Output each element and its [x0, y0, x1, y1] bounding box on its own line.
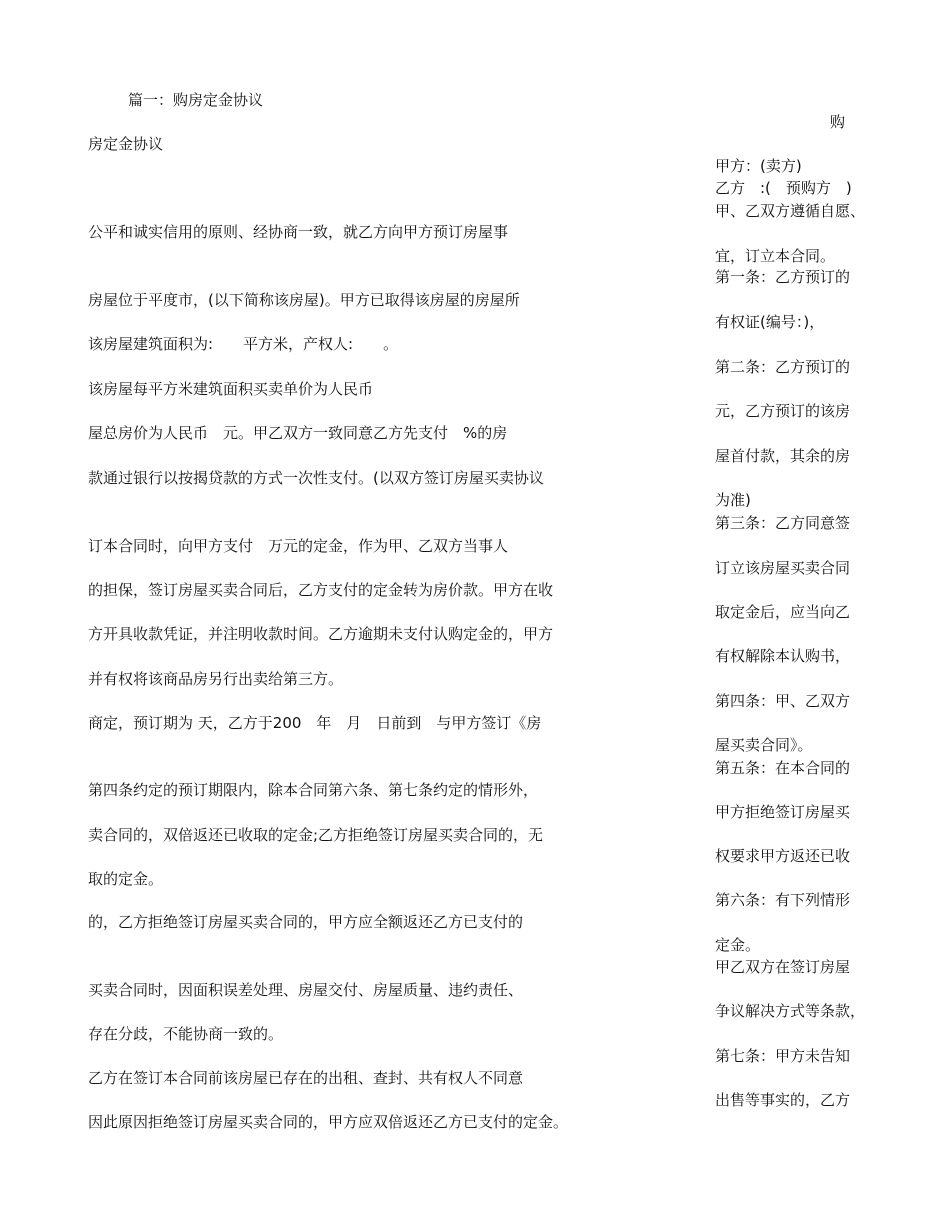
right-line: 第五条：在本合同的 — [715, 759, 851, 777]
right-line: 有权解除本认购书， — [715, 647, 851, 665]
left-line: 商定，预订期为 天，乙方于200 年 月 日前到 与甲方签订《房 — [88, 714, 542, 732]
right-line: 取定金后，应当向乙 — [715, 603, 851, 621]
left-line: 乙方在签订本合同前该房屋已存在的出租、查封、共有权人不同意 — [88, 1069, 524, 1087]
document-heading: 篇一：购房定金协议 — [128, 91, 264, 109]
left-line: 房屋位于平度市，(以下简称该房屋)。甲方已取得该房屋的房屋所 — [88, 291, 520, 309]
right-line: 为准) — [715, 491, 751, 509]
right-line: 甲方拒绝签订房屋买 — [715, 803, 851, 821]
right-line: 出售等事实的，乙方 — [715, 1091, 851, 1109]
right-line: 订立该房屋买卖合同 — [715, 559, 851, 577]
right-line: 甲乙双方在签订房屋 — [715, 958, 851, 976]
left-line: 并有权将该商品房另行出卖给第三方。 — [88, 670, 344, 688]
left-line: 取的定金。 — [88, 870, 164, 888]
right-line: 屋首付款，其余的房 — [715, 447, 851, 465]
right-line: 屋买卖合同》。 — [715, 736, 813, 754]
right-line: 有权证(编号：)， — [715, 313, 825, 331]
left-line: 因此原因拒绝签订房屋买卖合同的，甲方应双倍返还乙方已支付的定金。 — [88, 1113, 569, 1131]
right-line: 权要求甲方返还已收 — [715, 847, 851, 865]
left-line: 屋总房价为人民币 元。甲乙双方一致同意乙方先支付 %的房 — [88, 424, 508, 442]
right-line: 第七条：甲方未告知 — [715, 1047, 851, 1065]
left-line: 的担保，签订房屋买卖合同后，乙方支付的定金转为房价款。甲方在收 — [88, 581, 554, 599]
right-line: 第三条：乙方同意签 — [715, 514, 851, 532]
left-line: 的，乙方拒绝签订房屋买卖合同的，甲方应全额返还乙方已支付的 — [88, 913, 524, 931]
right-line: 宜，订立本合同。 — [715, 247, 836, 265]
left-line: 该房屋每平方米建筑面积买卖单价为人民币 — [88, 380, 374, 398]
left-line: 款通过银行以按揭贷款的方式一次性支付。(以双方签订房屋买卖协议 — [88, 469, 544, 487]
right-line: 元，乙方预订的该房 — [715, 402, 851, 420]
right-line: 定金。 — [715, 936, 761, 954]
left-line: 方开具收款凭证，并注明收款时间。乙方逾期未支付认购定金的，甲方 — [88, 625, 554, 643]
left-line: 公平和诚实信用的原则、经协商一致，就乙方向甲方预订房屋事 — [88, 223, 509, 241]
right-line: 第六条：有下列情形 — [715, 891, 851, 909]
left-line: 第四条约定的预订期限内，除本合同第六条、第七条约定的情形外， — [88, 781, 539, 799]
left-line: 买卖合同时，因面积误差处理、房屋交付、房屋质量、违约责任、 — [88, 981, 524, 999]
left-line: 该房屋建筑面积为: 平方米，产权人: 。 — [88, 335, 399, 353]
right-line: 争议解决方式等条款， — [715, 1002, 866, 1020]
left-line: 卖合同的，双倍返还已收取的定金;乙方拒绝签订房屋买卖合同的，无 — [88, 826, 544, 844]
right-line: 第一条：乙方预订的 — [715, 268, 851, 286]
right-line: 第四条：甲、乙双方 — [715, 692, 851, 710]
left-line: 订本合同时，向甲方支付 万元的定金，作为甲、乙双方当事人 — [88, 537, 509, 555]
right-line: 甲方：(卖方) — [715, 157, 802, 175]
right-line: 第二条：乙方预订的 — [715, 358, 851, 376]
right-line: 甲、乙双方遵循自愿、 — [715, 202, 866, 220]
right-line: 购 — [830, 113, 846, 131]
left-line: 房定金协议 — [88, 135, 164, 153]
left-line: 存在分歧，不能协商一致的。 — [88, 1025, 284, 1043]
right-line: 乙方 :( 预购方 ) — [715, 179, 852, 197]
